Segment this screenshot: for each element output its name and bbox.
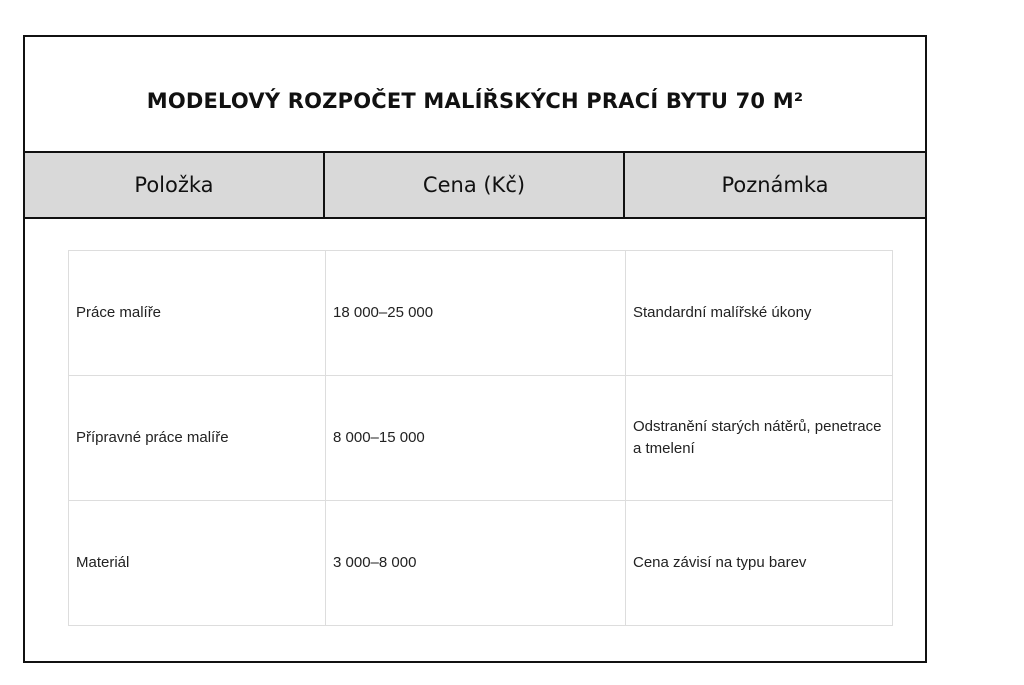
header-item: Položka	[25, 153, 325, 217]
cell-price: 8 000–15 000	[326, 376, 626, 501]
table-row	[69, 376, 893, 501]
cell-note: Standardní malířské úkony	[626, 251, 893, 376]
table-row	[69, 251, 893, 376]
cell-item: Přípravné práce malíře	[69, 376, 326, 501]
cell-price: 18 000–25 000	[326, 251, 626, 376]
cell-item: Práce malíře	[69, 251, 326, 376]
budget-frame	[23, 35, 927, 663]
table-row	[69, 501, 893, 626]
page-title: MODELOVÝ ROZPOČET MALÍŘSKÝCH PRACÍ BYTU 70 M²	[146, 88, 804, 113]
header-note: Poznámka	[721, 173, 829, 197]
cell-note: Cena závisí na typu barev	[626, 501, 893, 626]
cell-price: 3 000–8 000	[326, 501, 626, 626]
cell-item: Materiál	[69, 501, 326, 626]
title-area	[25, 37, 925, 152]
table-header-row	[25, 151, 925, 219]
cell-note: Odstranění starých nátěrů, penetrace a tmelení	[626, 376, 893, 501]
header-price: Cena (Kč)	[325, 153, 625, 217]
budget-table	[68, 250, 893, 626]
